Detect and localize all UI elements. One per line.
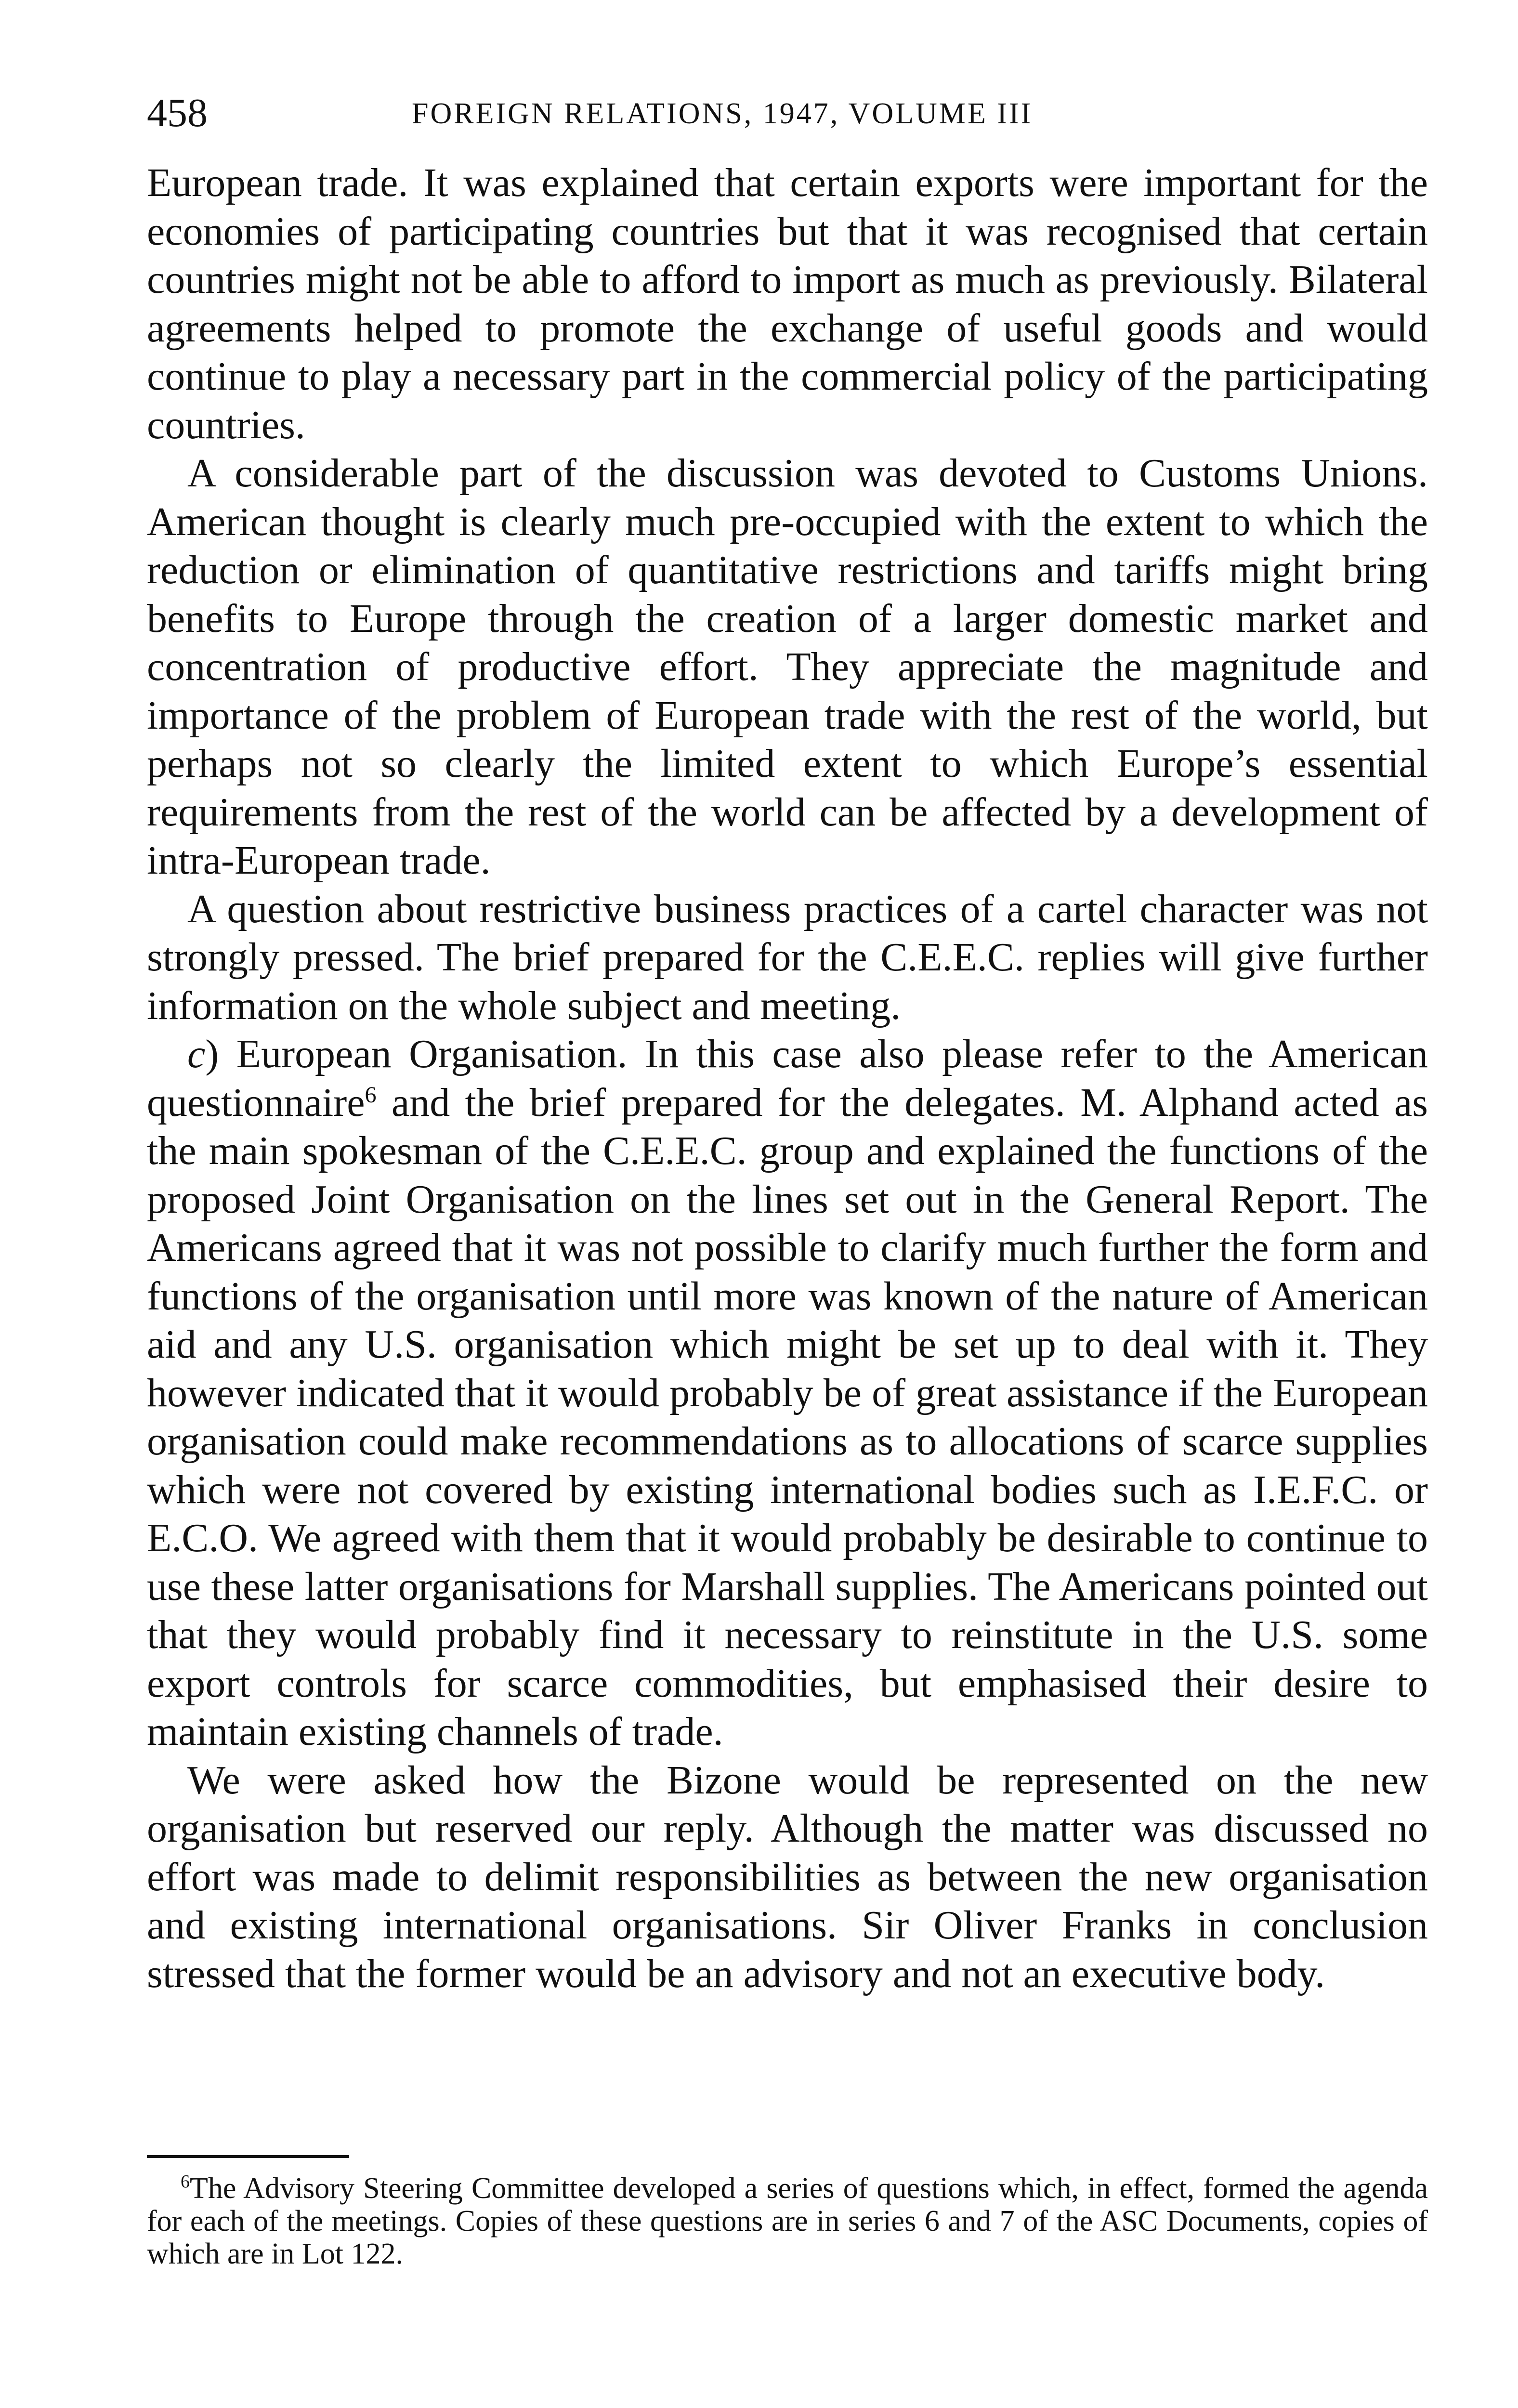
paragraph: European trade. It was explained that certain exports were important for the economies of participating countries but that it was recognised that certain countries might not be able to afford to import as much as previously. Bilateral agreements helped to promote the exchange of useful goods and would continue to play a necessary part in the commercial policy of the participating countries. — [147, 160, 1428, 447]
section-label: c — [187, 1032, 206, 1076]
footnote-marker: 6 — [181, 2172, 190, 2192]
paragraph: A considerable part of the discussion was devoted to Customs Unions. American thought is clearly much pre-occupied with the extent to which the reduction or elimination of quantitative restrictions and tariffs might bring benefits to Europe through the creation of a larger domestic market and concentration of productive effort. They appreciate the magnitude and importance of the problem of European trade with the rest of the world, but perhaps not so clearly the limited extent to which Europe’s essential requirements from the rest of the world can be affected by a development of intra-European trade. — [147, 451, 1428, 883]
running-head: FOREIGN RELATIONS, 1947, VOLUME III — [412, 97, 1033, 130]
footnote-reference[interactable]: 6 — [365, 1082, 377, 1108]
paragraph: We were asked how the Bizone would be represented on the new organisation but reserved our reply. Although the matter was discussed no effort was made to delimit responsibilities as between the new organisation and existing international organisations. Sir Oliver Franks in conclusion stressed that the former would be an advisory and not an executive body. — [147, 1757, 1428, 1996]
page-header — [147, 92, 1428, 135]
body-text — [147, 159, 1428, 1998]
footnote-text: The Advisory Steering Committee developed a series of questions which, in effect, formed the agenda for each of the meetings. Copies of these questions are in series 6 and 7 of the ASC Documents, copies of which are in Lot 122. — [147, 2172, 1428, 2270]
paragraph-text: ) European Organisation. In this case also please refer to the American questionnaire — [147, 1032, 1428, 1125]
paragraph-european-organisation — [147, 1030, 1428, 1756]
footnote — [147, 2172, 1428, 2270]
footnote-divider — [147, 2155, 349, 2158]
page-number: 458 — [147, 91, 208, 135]
paragraph: A question about restrictive business practices of a cartel character was not strongly pressed. The brief prepared for the C.E.E.C. replies will give further information on the whole subject and meeting. — [147, 886, 1428, 1028]
paragraph-text: and the brief prepared for the delegates. M. Alphand acted as the main spokesman of the C.E.E.C. group and explained the functions of the proposed Joint Organisation on the lines set out in the General Report. The Americans agreed that it was not possible to clarify much further the form and functions of the organisation until more was known of the nature of American aid and any U.S. organisation which might be set up to deal with it. They however indicated that it would probably be of great assistance if the European organisation could make recommendations as to allocations of scarce supplies which were not covered by existing international bodies such as I.E.F.C. or E.C.O. We agreed with them that it would probably be desirable to continue to use these latter organisations for Marshall supplies. The Americans pointed out that they would probably find it necessary to reinstitute in the U.S. some export controls for scarce commodities, but emphasised their desire to maintain existing channels of trade. — [147, 1080, 1428, 1754]
